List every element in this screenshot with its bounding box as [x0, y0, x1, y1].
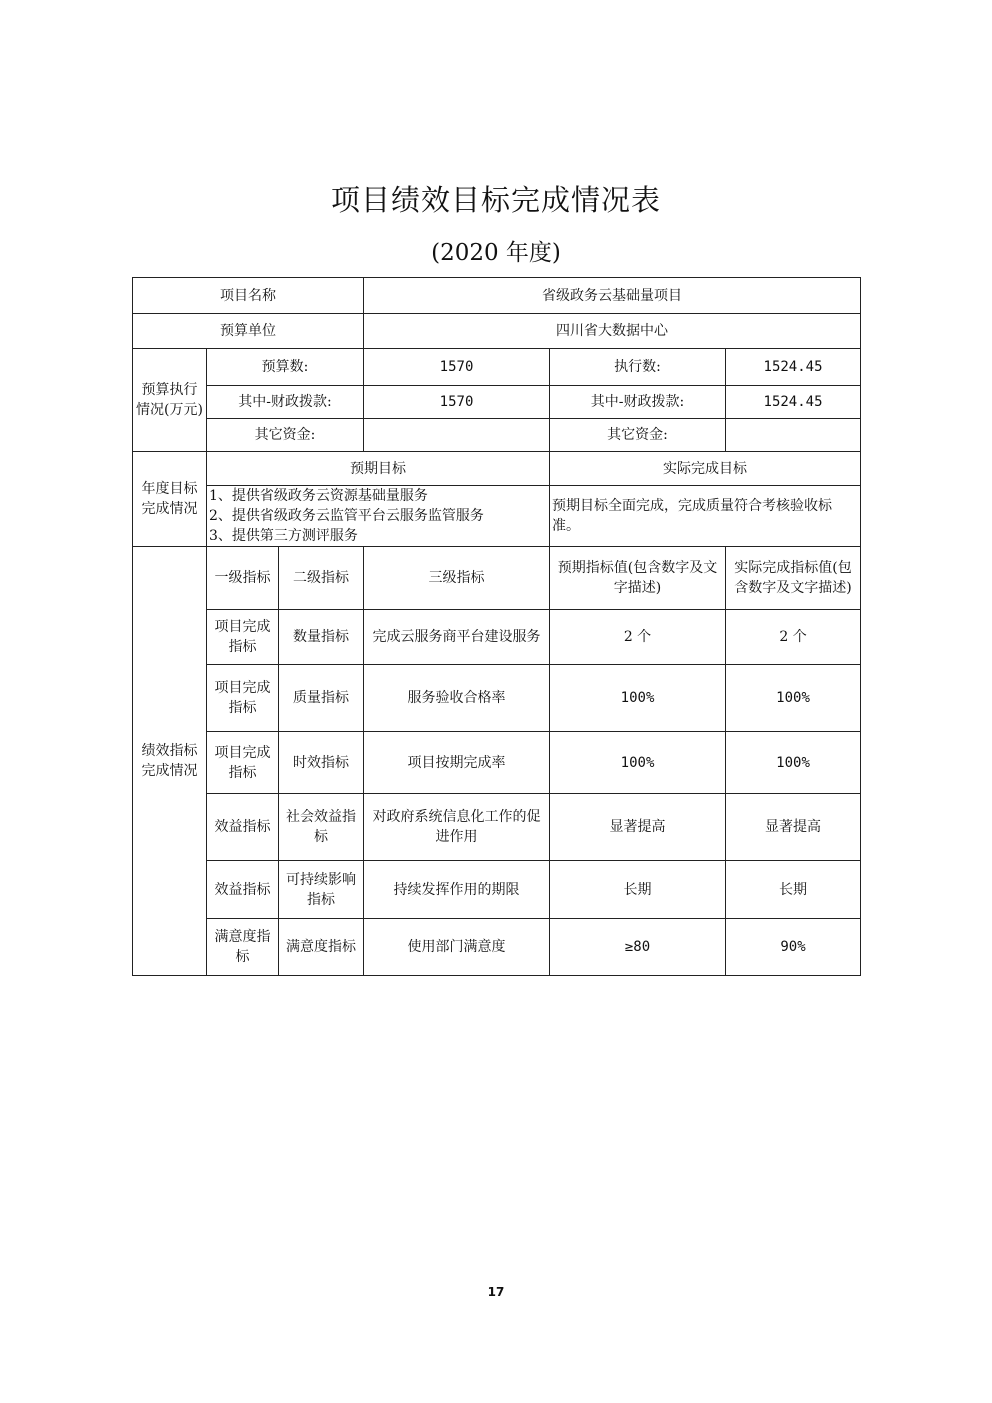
fiscal-label: 其中-财政拨款:: [207, 386, 364, 419]
performance-table: [132, 277, 861, 976]
level2-header: 二级指标: [279, 547, 364, 610]
actual-goal-text: 预期目标全面完成，完成质量符合考核验收标准。: [550, 486, 861, 547]
level3-cell: 持续发挥作用的期限: [364, 861, 550, 919]
annual-section-label: 年度目标完成情况: [133, 452, 207, 547]
page-title: 项目绩效目标完成情况表: [330, 183, 661, 217]
expected-goal-text: [207, 486, 550, 547]
page-number: 17: [487, 1285, 505, 1299]
level3-cell: 使用部门满意度: [364, 919, 550, 976]
level3-header: 三级指标: [364, 547, 550, 610]
actual-value-cell: 长期: [726, 861, 861, 919]
budget-unit-value: 四川省大数据中心: [364, 314, 861, 349]
exec-value: 1524.45: [726, 349, 861, 386]
table-row: [133, 794, 861, 861]
level3-cell: 完成云服务商平台建设服务: [364, 610, 550, 665]
exec-label: 执行数:: [550, 349, 726, 386]
level2-cell: 质量指标: [279, 665, 364, 732]
budget-unit-label: 预算单位: [133, 314, 364, 349]
level2-cell: 满意度指标: [279, 919, 364, 976]
expected-value-cell: 显著提高: [550, 794, 726, 861]
other-funds-label: 其它资金:: [207, 419, 364, 452]
level2-cell: 社会效益指标: [279, 794, 364, 861]
expected-goal-line: 3、提供第三方测评服务: [209, 528, 358, 544]
fiscal-row: [133, 386, 861, 419]
indicator-section-label: 绩效指标完成情况: [133, 547, 207, 976]
expected-value-cell: 长期: [550, 861, 726, 919]
actual-value-cell: 显著提高: [726, 794, 861, 861]
other-funds-label-2: 其它资金:: [550, 419, 726, 452]
actual-value-cell: 2 个: [726, 610, 861, 665]
level3-cell: 项目按期完成率: [364, 732, 550, 794]
other-funds-exec: [726, 419, 861, 452]
expected-value-cell: 2 个: [550, 610, 726, 665]
expected-value-header: 预期指标值(包含数字及文字描述): [550, 547, 726, 610]
fiscal-exec-value: 1524.45: [726, 386, 861, 419]
other-funds-row: [133, 419, 861, 452]
table-row: [133, 732, 861, 794]
level2-cell: 数量指标: [279, 610, 364, 665]
indicator-header-row: [133, 547, 861, 610]
budget-row: [133, 349, 861, 386]
page-subtitle: (2020 年度): [431, 240, 561, 266]
annual-content-row: [133, 486, 861, 547]
fiscal-label-2: 其中-财政拨款:: [550, 386, 726, 419]
project-name-value: 省级政务云基础量项目: [364, 278, 861, 314]
level1-cell: 项目完成指标: [207, 610, 279, 665]
budget-section-label: 预算执行情况(万元): [133, 349, 207, 452]
expected-goal-line: 1、提供省级政务云资源基础量服务: [209, 488, 428, 504]
actual-value-header: 实际完成指标值(包含数字及文字描述): [726, 547, 861, 610]
expected-value-cell: 100%: [550, 665, 726, 732]
annual-header-row: [133, 452, 861, 486]
level1-cell: 项目完成指标: [207, 665, 279, 732]
expected-goal-line: 2、提供省级政务云监管平台云服务监管服务: [209, 508, 484, 524]
expected-value-cell: 100%: [550, 732, 726, 794]
level1-cell: 项目完成指标: [207, 732, 279, 794]
actual-value-cell: 100%: [726, 732, 861, 794]
fiscal-budget-value: 1570: [364, 386, 550, 419]
other-funds-budget: [364, 419, 550, 452]
actual-value-cell: 100%: [726, 665, 861, 732]
table-row: [133, 861, 861, 919]
expected-value-cell: ≥80: [550, 919, 726, 976]
table-row: [133, 610, 861, 665]
actual-goal-header: 实际完成目标: [550, 452, 861, 486]
level2-cell: 时效指标: [279, 732, 364, 794]
actual-value-cell: 90%: [726, 919, 861, 976]
budget-label: 预算数:: [207, 349, 364, 386]
project-name-row: [133, 278, 861, 314]
level3-cell: 对政府系统信息化工作的促进作用: [364, 794, 550, 861]
budget-value: 1570: [364, 349, 550, 386]
level1-cell: 效益指标: [207, 861, 279, 919]
budget-unit-row: [133, 314, 861, 349]
level3-cell: 服务验收合格率: [364, 665, 550, 732]
table-row: [133, 919, 861, 976]
level1-cell: 效益指标: [207, 794, 279, 861]
level1-cell: 满意度指标: [207, 919, 279, 976]
level1-header: 一级指标: [207, 547, 279, 610]
level2-cell: 可持续影响指标: [279, 861, 364, 919]
table-row: [133, 665, 861, 732]
expected-goal-header: 预期目标: [207, 452, 550, 486]
project-name-label: 项目名称: [133, 278, 364, 314]
